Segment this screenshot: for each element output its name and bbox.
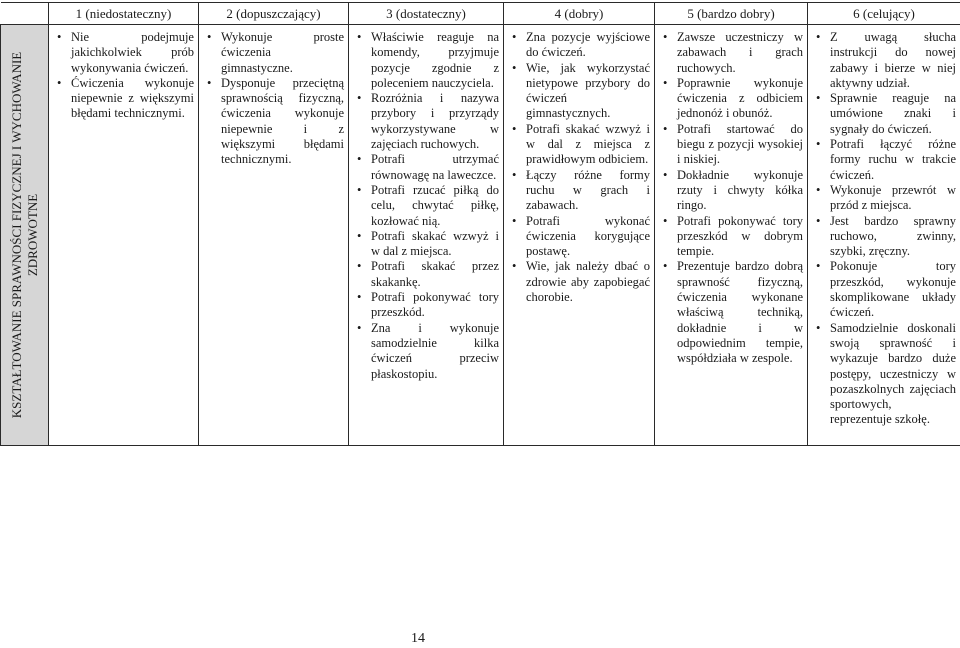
header-corner — [1, 3, 49, 25]
criterion-item: • Wie, jak należy dbać o zdrowie aby zapobiegać chorobie. — [526, 259, 650, 305]
criteria-grade-3 — [349, 25, 504, 446]
criterion-item: • Wykonuje przewrót w przód z miejsca. — [830, 183, 956, 214]
criteria-grade-4 — [504, 25, 655, 446]
criterion-item: • Zna i wykonuje samodzielnie kilka ćwiczeń przeciw płaskostopiu. — [371, 321, 499, 382]
criterion-item: • Wie, jak wykorzystać nietypowe przybory do ćwiczeń gimnastycznych. — [526, 61, 650, 122]
criteria-list — [49, 30, 198, 122]
page-number: 14 — [411, 631, 425, 646]
criterion-item: • Potrafi pokonywać tory przeszkód. — [371, 290, 499, 321]
section-label-cell — [1, 25, 49, 446]
header-grade-4: 4 (dobry) — [504, 3, 655, 25]
criterion-item: • Rozróżnia i nazywa przybory i przyrządy wykorzystywane w zajęciach ruchowych. — [371, 91, 499, 152]
criterion-item: • Potrafi skakać wzwyż i w dal z miejsca. — [371, 229, 499, 260]
criteria-list — [199, 30, 348, 168]
criterion-item: • Zna pozycje wyjściowe do ćwiczeń. — [526, 30, 650, 61]
criterion-item: • Potrafi wykonać ćwiczenia korygujące postawę. — [526, 214, 650, 260]
criteria-grade-6 — [808, 25, 960, 446]
criterion-item: • Potrafi utrzymać równowagę na laweczce. — [371, 152, 499, 183]
criterion-item: • Zawsze uczestniczy w zabawach i grach ruchowych. — [677, 30, 803, 76]
criterion-item: • Łączy różne formy ruchu w grach i zabawach. — [526, 168, 650, 214]
criteria-list — [504, 30, 654, 305]
criterion-item: • Wykonuje proste ćwiczenia gimnastyczne. — [221, 30, 344, 76]
criterion-item: • Dokładnie wykonuje rzuty i chwyty kółka ringo. — [677, 168, 803, 214]
section-label-line-1: KSZTAŁTOWANIE SPRAWNOŚCI FIZYCZNEJ I WYCHOWANIE — [8, 51, 24, 419]
criterion-item: • Samodzielnie doskonali swoją sprawność i wykazuje bardzo duże postępy, uczestniczy w pozaszkolnych zajęciach sportowych, reprezentuje szkołę. — [830, 321, 956, 428]
criteria-grade-1 — [49, 25, 199, 446]
criterion-item: • Pokonuje tory przeszkód, wykonuje skomplikowane układy ćwiczeń. — [830, 259, 956, 320]
criterion-item: • Potrafi skakać przez skakankę. — [371, 259, 499, 290]
criterion-item: • Poprawnie wykonuje ćwiczenia z odbiciem jednonóż i obunóż. — [677, 76, 803, 122]
criterion-item: • Potrafi rzucać piłką do celu, chwytać piłkę, kozłować nią. — [371, 183, 499, 229]
criterion-item: • Nie podejmuje jakichkolwiek prób wykonywania ćwiczeń. — [71, 30, 194, 76]
criterion-item: • Potrafi skakać wzwyż i w dal z miejsca z prawidłowym odbiciem. — [526, 122, 650, 168]
criteria-list — [349, 30, 503, 382]
grade-header-row — [1, 3, 960, 25]
header-grade-2: 2 (dopuszczający) — [199, 3, 349, 25]
criterion-item: • Dysponuje przeciętną sprawnością fizyczną, ćwiczenia wykonuje niepewnie i z większymi błędami technicznymi. — [221, 76, 344, 168]
criterion-item: • Prezentuje bardzo dobrą sprawność fizyczną, ćwiczenia wykonane właściwą techniką, dokładnie i w odpowiednim tempie, współdziała w zespole. — [677, 259, 803, 366]
header-grade-3: 3 (dostateczny) — [349, 3, 504, 25]
header-grade-1: 1 (niedostateczny) — [49, 3, 199, 25]
section-label — [9, 52, 41, 418]
criterion-item: • Jest bardzo sprawny ruchowo, zwinny, szybki, zręczny. — [830, 214, 956, 260]
criterion-item: • Ćwiczenia wykonuje niepewnie z większymi błędami technicznymi. — [71, 76, 194, 122]
criterion-item: • Potrafi łączyć różne formy ruchu w trakcie ćwiczeń. — [830, 137, 956, 183]
criterion-item: • Właściwie reaguje na komendy, przyjmuje pozycje zgodnie z poleceniem nauczyciela. — [371, 30, 499, 91]
criteria-row — [1, 25, 960, 446]
criterion-item: • Potrafi startować do biegu z pozycji wysokiej i niskiej. — [677, 122, 803, 168]
header-grade-6: 6 (celujący) — [808, 3, 960, 25]
criteria-grade-2 — [199, 25, 349, 446]
criteria-list — [808, 30, 960, 428]
header-grade-5: 5 (bardzo dobry) — [655, 3, 808, 25]
criteria-grade-5 — [655, 25, 808, 446]
criteria-list — [655, 30, 807, 367]
criterion-item: • Z uwagą słucha instrukcji do nowej zabawy i bierze w niej aktywny udział. — [830, 30, 956, 91]
section-label-line-2: ZDROWOTNE — [24, 193, 40, 277]
criterion-item: • Sprawnie reaguje na umówione znaki i sygnały do ćwiczeń. — [830, 91, 956, 137]
criterion-item: • Potrafi pokonywać tory przeszkód w dobrym tempie. — [677, 214, 803, 260]
grading-table — [0, 2, 960, 446]
